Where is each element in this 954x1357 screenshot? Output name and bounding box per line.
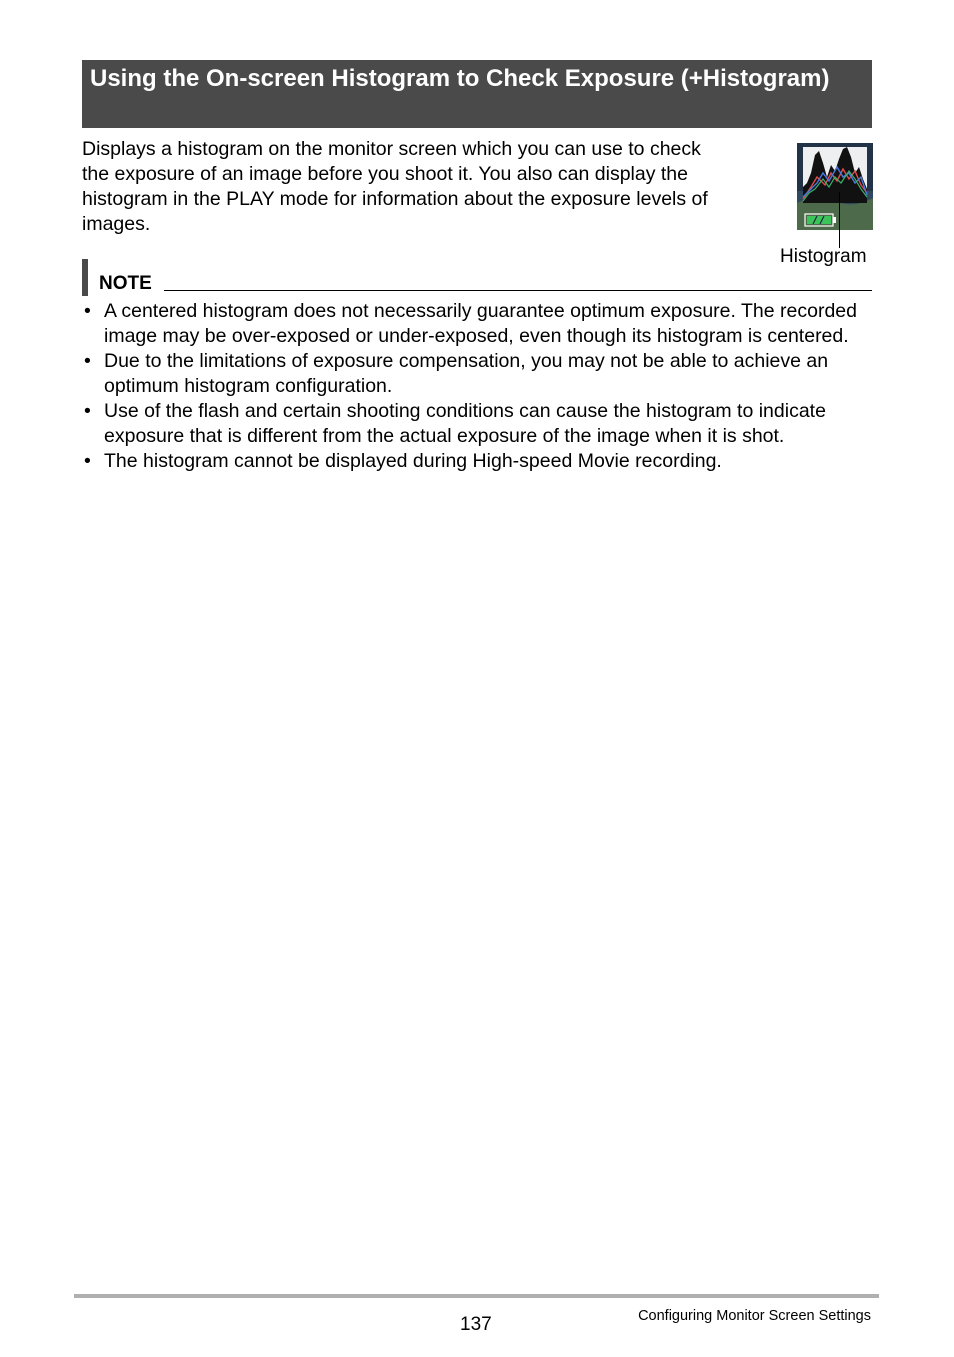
note-text: Use of the flash and certain shooting conditions can cause the histogram to indicate exposure that is different from the actual exposure of the image when it is shot.: [104, 400, 826, 447]
bullet: •: [84, 300, 91, 322]
intro-paragraph: Displays a histogram on the monitor screen which you can use to check the exposure of an image before you shoot it. You also can display the histogram in the PLAY mode for information about the exposure levels of images.: [82, 138, 708, 235]
note-divider: [164, 290, 872, 291]
note-text: The histogram cannot be displayed during High-speed Movie recording.: [104, 450, 722, 472]
histogram-icon: [797, 143, 873, 230]
footer-section-title: Configuring Monitor Screen Settings: [638, 1308, 871, 1324]
note-marker-bar: [82, 259, 88, 296]
footer-divider: [74, 1294, 879, 1298]
bullet: •: [84, 400, 91, 422]
page-title: Using the On-screen Histogram to Check Exposure (+Histogram): [90, 65, 830, 92]
note-text: Due to the limitations of exposure compensation, you may not be able to achieve an optimum histogram configuration.: [104, 350, 829, 397]
callout-line: [839, 192, 840, 248]
section-title-bar: [82, 60, 872, 128]
bullet: •: [84, 450, 91, 472]
page-number: 137: [460, 1314, 492, 1335]
note-list: [82, 299, 872, 474]
histogram-callout-label: Histogram: [780, 246, 867, 267]
list-item: [82, 449, 872, 474]
note-text: A centered histogram does not necessarily guarantee optimum exposure. The recorded image may be over-exposed or under-exposed, even though its histogram is centered.: [104, 300, 857, 347]
note-heading: NOTE: [99, 273, 152, 294]
camera-preview-icon: [797, 143, 873, 230]
list-item: [82, 299, 872, 349]
list-item: [82, 399, 872, 449]
list-item: [82, 349, 872, 399]
bullet: •: [84, 350, 91, 372]
